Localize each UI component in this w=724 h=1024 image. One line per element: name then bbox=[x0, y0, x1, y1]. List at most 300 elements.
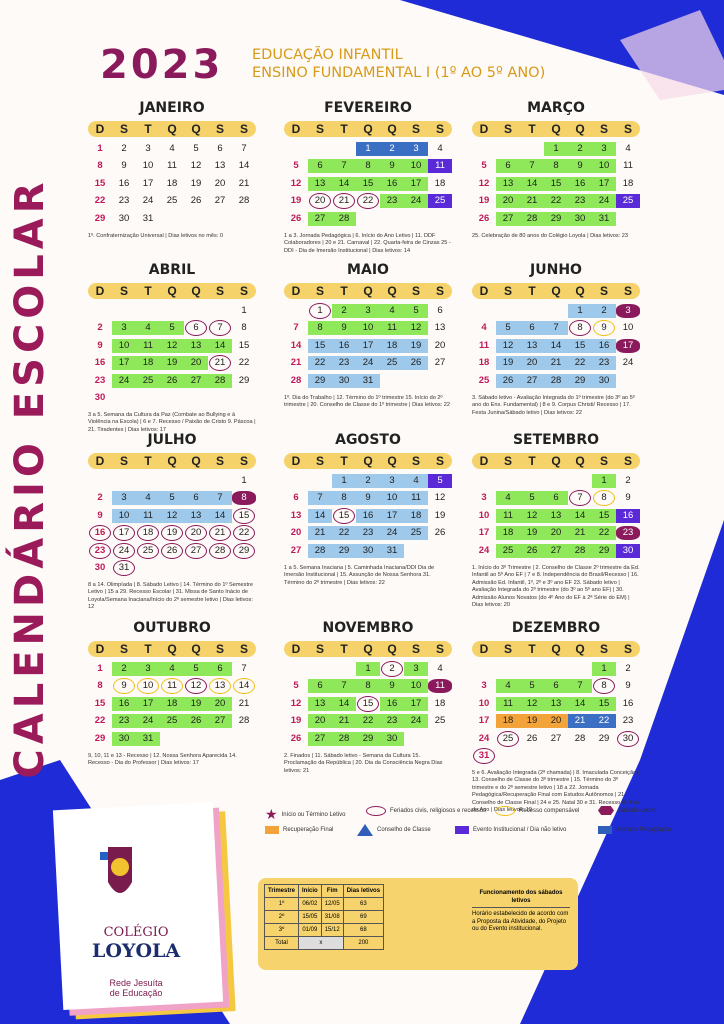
day-cell: 4 bbox=[380, 304, 404, 318]
week-row bbox=[472, 490, 640, 506]
day-cell: 21 bbox=[208, 356, 232, 370]
weekday-label: S bbox=[239, 642, 248, 656]
day-cell: 25 bbox=[380, 356, 404, 370]
weekday-label: S bbox=[599, 284, 608, 298]
weekday-label: T bbox=[528, 122, 536, 136]
day-cell bbox=[208, 391, 232, 405]
day-cell: 27 bbox=[214, 195, 226, 207]
day-cell: 24 bbox=[136, 714, 160, 728]
day-cell: 30 bbox=[380, 732, 404, 746]
day-cell bbox=[136, 474, 160, 488]
day-cell: 13 bbox=[184, 509, 208, 523]
day-cell bbox=[380, 374, 404, 388]
day-cell: 26 bbox=[526, 732, 538, 744]
day-cell bbox=[544, 749, 568, 763]
day-cell: 8 bbox=[356, 159, 380, 173]
weekday-label: Q bbox=[167, 122, 177, 136]
month-name: AGOSTO bbox=[335, 432, 401, 448]
day-cell bbox=[520, 474, 544, 488]
day-cell: 24 bbox=[478, 544, 490, 556]
day-cell: 17 bbox=[142, 177, 154, 189]
weekday-header bbox=[88, 453, 256, 469]
table-row bbox=[265, 898, 384, 911]
table-cell: 200 bbox=[343, 937, 383, 950]
day-cell: 2 bbox=[332, 304, 356, 318]
week-row bbox=[88, 696, 256, 712]
weekday-label: Q bbox=[575, 284, 585, 298]
day-cell: 4 bbox=[437, 143, 443, 154]
day-cell: 15 bbox=[94, 177, 106, 189]
week-row bbox=[88, 543, 256, 559]
day-cell: 24 bbox=[404, 714, 428, 728]
day-cell: 7 bbox=[568, 491, 592, 505]
day-cell: 2 bbox=[97, 492, 103, 504]
day-cell: 25 bbox=[496, 732, 520, 746]
day-cell: 1 bbox=[97, 663, 103, 674]
legend-label: Sábado Letivo bbox=[618, 807, 657, 814]
day-cell: 30 bbox=[568, 212, 592, 226]
day-cell bbox=[308, 474, 332, 488]
day-cell: 2 bbox=[380, 662, 404, 676]
day-cell: 16 bbox=[380, 177, 404, 191]
day-cell bbox=[496, 749, 520, 763]
logo-line-2: LOYOLA bbox=[92, 940, 181, 962]
week-row bbox=[88, 678, 256, 694]
day-cell: 31 bbox=[592, 212, 616, 226]
day-cell: 9 bbox=[625, 492, 631, 504]
legend-label: Início ou Término Letivo bbox=[281, 811, 346, 818]
week-row bbox=[472, 158, 640, 174]
week-row bbox=[472, 193, 640, 209]
weekday-label: S bbox=[411, 642, 420, 656]
triangle-icon bbox=[357, 824, 373, 836]
day-cell: 1 bbox=[592, 662, 616, 676]
day-cell: 6 bbox=[293, 492, 299, 504]
day-cell bbox=[380, 212, 404, 226]
day-cell: 29 bbox=[568, 374, 592, 388]
day-cell: 1 bbox=[544, 142, 568, 156]
day-cell bbox=[472, 304, 496, 318]
day-cell: 13 bbox=[520, 339, 544, 353]
day-cell: 29 bbox=[592, 544, 616, 558]
day-cell: 30 bbox=[118, 212, 130, 224]
weekday-label: S bbox=[435, 284, 444, 298]
day-cell bbox=[404, 374, 428, 388]
day-cell bbox=[356, 212, 380, 226]
day-cell: 11 bbox=[404, 491, 428, 505]
week-row bbox=[472, 508, 640, 524]
month-name: FEVEREIRO bbox=[324, 100, 412, 116]
month-notes: 8 a 14. Olimpíada | 8. Sábado Letivo | 14. Término do 1º Semestre Letivo | 15 a 29. Recesso Escolar | 31. Missa de Santo Inácio de Loyola/Semana Inaciana/Início do 2º semestre letivo | Dias letivos: 12 bbox=[88, 581, 253, 611]
month-name: ABRIL bbox=[148, 262, 196, 278]
day-cell: 1 bbox=[356, 662, 380, 676]
month-name: JANEIRO bbox=[139, 100, 205, 116]
day-cell: 27 bbox=[290, 544, 302, 556]
day-cell: 11 bbox=[380, 321, 404, 335]
week-row bbox=[88, 303, 256, 319]
day-cell: 7 bbox=[293, 322, 299, 334]
blue-box-icon bbox=[598, 826, 612, 834]
week-row bbox=[284, 193, 452, 209]
table-header: Início bbox=[299, 885, 322, 898]
week-row bbox=[472, 731, 640, 747]
day-grid bbox=[88, 141, 256, 227]
day-cell: 15 bbox=[308, 339, 332, 353]
weekday-label: S bbox=[119, 284, 128, 298]
weekday-label: S bbox=[599, 454, 608, 468]
month-oct bbox=[88, 620, 256, 768]
week-row bbox=[284, 373, 452, 389]
day-cell bbox=[616, 212, 640, 226]
week-row bbox=[472, 338, 640, 354]
week-row bbox=[284, 525, 452, 541]
day-cell bbox=[232, 391, 256, 405]
day-cell: 26 bbox=[434, 527, 446, 539]
week-row bbox=[284, 490, 452, 506]
day-cell: 18 bbox=[380, 339, 404, 353]
weekday-label: Q bbox=[551, 642, 561, 656]
day-cell: 12 bbox=[404, 321, 428, 335]
day-cell: 19 bbox=[290, 715, 302, 727]
week-row bbox=[284, 473, 452, 489]
day-cell: 17 bbox=[478, 715, 490, 727]
day-cell: 16 bbox=[332, 339, 356, 353]
day-cell: 14 bbox=[208, 509, 232, 523]
day-cell: 28 bbox=[308, 544, 332, 558]
day-cell bbox=[160, 474, 184, 488]
day-cell bbox=[160, 561, 184, 575]
day-cell: 1 bbox=[241, 475, 247, 486]
month-name: MARÇO bbox=[527, 100, 585, 116]
weekday-label: Q bbox=[387, 284, 397, 298]
day-cell bbox=[160, 304, 184, 318]
weekday-label: D bbox=[95, 284, 105, 298]
day-cell: 23 bbox=[380, 194, 404, 208]
day-cell: 6 bbox=[437, 305, 443, 316]
day-cell: 18 bbox=[160, 697, 184, 711]
weekday-header bbox=[88, 283, 256, 299]
day-cell: 16 bbox=[112, 697, 136, 711]
legend-hex bbox=[598, 806, 656, 815]
purple-box-icon bbox=[455, 826, 469, 834]
day-cell: 11 bbox=[496, 509, 520, 523]
day-cell: 29 bbox=[598, 732, 610, 744]
weekday-label: Q bbox=[387, 454, 397, 468]
month-apr bbox=[88, 262, 256, 434]
weekday-header bbox=[472, 641, 640, 657]
table-cell: 63 bbox=[343, 898, 383, 911]
week-row bbox=[88, 355, 256, 371]
day-cell bbox=[520, 749, 544, 763]
day-grid bbox=[472, 473, 640, 559]
weekday-label: D bbox=[479, 284, 489, 298]
month-notes: 5 e 6. Avaliação Integrada (2ª chamada) | 8. Imaculada Conceição | 13. Conselho de Classe do 3º trimestre | 15. Término do 3º trimestre e do 2º semestre letivo | 18 a 22. Jornada Pedagógica/Recuperação Final com Estudos Autônomos | 21. Conselho de Classe Final | 24 e 25. Natal 30 e 31. Recesso de Fim de Ano | Dias letivos: 10 bbox=[472, 769, 640, 814]
weekday-label: T bbox=[144, 122, 152, 136]
weekday-label: S bbox=[315, 642, 324, 656]
summary-table-box bbox=[258, 878, 578, 970]
day-cell: 16 bbox=[616, 509, 640, 523]
week-row bbox=[472, 713, 640, 729]
day-cell: 12 bbox=[190, 160, 202, 172]
day-cell: 16 bbox=[622, 697, 634, 709]
day-cell: 1 bbox=[332, 474, 356, 488]
day-cell: 20 bbox=[520, 356, 544, 370]
day-cell: 20 bbox=[214, 177, 226, 189]
day-cell: 14 bbox=[208, 339, 232, 353]
day-cell: 18 bbox=[622, 177, 634, 189]
day-cell: 16 bbox=[88, 526, 112, 540]
weekday-label: T bbox=[144, 284, 152, 298]
day-cell: 17 bbox=[112, 356, 136, 370]
day-cell: 10 bbox=[112, 509, 136, 523]
day-cell bbox=[208, 561, 232, 575]
table-cell: 15/05 bbox=[299, 911, 322, 924]
weekday-label: S bbox=[315, 284, 324, 298]
vertical-title: CALENDÁRIO ESCOLAR bbox=[7, 177, 53, 779]
month-nov bbox=[284, 620, 452, 775]
day-cell bbox=[428, 732, 452, 746]
day-cell: 21 bbox=[290, 357, 302, 369]
weekday-header bbox=[472, 453, 640, 469]
week-row bbox=[472, 661, 640, 677]
day-grid bbox=[472, 303, 640, 389]
day-cell: 14 bbox=[332, 177, 356, 191]
day-cell: 28 bbox=[332, 732, 356, 746]
table-cell: 68 bbox=[343, 924, 383, 937]
day-cell bbox=[208, 212, 232, 226]
weekday-label: S bbox=[119, 642, 128, 656]
day-cell: 5 bbox=[160, 491, 184, 505]
week-row bbox=[284, 731, 452, 747]
day-cell: 27 bbox=[544, 544, 568, 558]
day-cell: 31 bbox=[142, 212, 154, 224]
week-row bbox=[284, 158, 452, 174]
day-cell bbox=[332, 142, 356, 156]
weekday-label: Q bbox=[363, 642, 373, 656]
day-cell: 5 bbox=[496, 321, 520, 335]
table-cell: 12/05 bbox=[321, 898, 343, 911]
day-cell: 17 bbox=[380, 509, 404, 523]
legend-label: Recesso compensável bbox=[519, 808, 580, 814]
day-cell: 19 bbox=[160, 356, 184, 370]
day-cell: 29 bbox=[94, 732, 106, 744]
day-cell: 23 bbox=[568, 194, 592, 208]
weekday-header bbox=[472, 121, 640, 137]
day-grid bbox=[88, 661, 256, 747]
week-row bbox=[472, 696, 640, 712]
day-cell: 8 bbox=[232, 491, 256, 505]
weekday-label: S bbox=[215, 122, 224, 136]
weekday-header bbox=[284, 453, 452, 469]
day-cell: 10 bbox=[478, 509, 490, 521]
day-cell: 18 bbox=[496, 526, 520, 540]
day-cell: 19 bbox=[160, 526, 184, 540]
weekday-label: S bbox=[599, 122, 608, 136]
day-cell: 13 bbox=[290, 509, 302, 521]
table-cell: 31/08 bbox=[321, 911, 343, 924]
day-cell: 6 bbox=[308, 159, 332, 173]
day-cell: 14 bbox=[232, 679, 256, 693]
day-cell: 5 bbox=[160, 321, 184, 335]
day-cell: 6 bbox=[544, 491, 568, 505]
day-cell: 20 bbox=[308, 714, 332, 728]
legend-label: Recuperação Final bbox=[283, 827, 334, 833]
day-cell: 23 bbox=[622, 715, 634, 727]
day-cell: 27 bbox=[308, 732, 332, 746]
week-row bbox=[284, 713, 452, 729]
day-cell: 11 bbox=[428, 679, 452, 693]
day-cell: 7 bbox=[308, 491, 332, 505]
day-cell: 18 bbox=[496, 714, 520, 728]
month-notes: 25. Celebração de 80 anos do Colégio Loyola | Dias letivos: 23 bbox=[472, 232, 629, 239]
day-cell: 14 bbox=[308, 509, 332, 523]
day-cell: 25 bbox=[166, 195, 178, 207]
day-cell: 3 bbox=[112, 321, 136, 335]
day-cell: 1 bbox=[241, 305, 247, 316]
weekday-label: Q bbox=[191, 284, 201, 298]
day-cell bbox=[544, 304, 568, 318]
weekday-label: Q bbox=[575, 454, 585, 468]
day-cell: 17 bbox=[356, 339, 380, 353]
day-cell: 10 bbox=[404, 159, 428, 173]
day-cell: 24 bbox=[478, 732, 490, 744]
day-grid bbox=[472, 141, 640, 227]
month-notes: 9, 10, 11 e 13 - Recesso | 12. Nossa Senhora Aparecida 14. Recesso - Dia do Professor | Dias letivos: 17 bbox=[88, 752, 237, 767]
weekday-label: S bbox=[239, 122, 248, 136]
weekday-label: D bbox=[479, 454, 489, 468]
day-cell: 30 bbox=[592, 374, 616, 388]
weekday-label: S bbox=[623, 122, 632, 136]
day-cell bbox=[184, 391, 208, 405]
day-cell: 31 bbox=[472, 749, 496, 763]
day-cell: 6 bbox=[520, 321, 544, 335]
day-cell: 8 bbox=[568, 321, 592, 335]
week-row bbox=[284, 141, 452, 157]
table-row bbox=[265, 937, 384, 950]
day-cell bbox=[232, 732, 256, 746]
weekday-label: S bbox=[215, 642, 224, 656]
day-cell: 16 bbox=[568, 177, 592, 191]
day-cell bbox=[404, 544, 428, 558]
day-cell: 3 bbox=[136, 662, 160, 676]
day-cell: 5 bbox=[520, 491, 544, 505]
day-cell: 24 bbox=[380, 526, 404, 540]
weekday-label: S bbox=[503, 454, 512, 468]
day-cell: 22 bbox=[544, 194, 568, 208]
weekday-label: S bbox=[435, 642, 444, 656]
day-cell: 13 bbox=[544, 509, 568, 523]
day-cell: 3 bbox=[404, 142, 428, 156]
day-cell: 28 bbox=[290, 374, 302, 386]
legend-tri bbox=[357, 824, 431, 836]
table-cell: 01/09 bbox=[299, 924, 322, 937]
month-mar bbox=[472, 100, 640, 240]
day-cell: 9 bbox=[356, 491, 380, 505]
day-cell: 1 bbox=[308, 304, 332, 318]
day-cell: 21 bbox=[568, 714, 592, 728]
day-cell: 7 bbox=[208, 491, 232, 505]
weekday-header bbox=[472, 283, 640, 299]
month-notes: 3 a 5. Semana da Cultura da Paz (Combate ao Bullying e à Violência na Escola) | 6 e 7. Recesso / Paixão de Cristo 9. Páscoa | 21. Tiradentes | Dias letivos: 17 bbox=[88, 411, 256, 433]
day-cell: 3 bbox=[404, 662, 428, 676]
day-cell: 6 bbox=[217, 143, 223, 154]
day-cell: 17 bbox=[136, 697, 160, 711]
day-cell: 16 bbox=[118, 177, 130, 189]
weekday-label: T bbox=[340, 642, 348, 656]
day-cell: 10 bbox=[622, 322, 634, 334]
week-row bbox=[88, 490, 256, 506]
day-cell bbox=[568, 474, 592, 488]
day-cell: 8 bbox=[356, 679, 380, 693]
day-cell: 25 bbox=[404, 526, 428, 540]
orange-box-icon bbox=[265, 826, 279, 834]
day-cell: 2 bbox=[568, 142, 592, 156]
day-cell bbox=[520, 142, 544, 156]
day-cell: 9 bbox=[97, 339, 103, 351]
day-cell: 6 bbox=[184, 321, 208, 335]
weekday-label: Q bbox=[551, 284, 561, 298]
month-name: NOVEMBRO bbox=[322, 620, 414, 636]
day-cell: 31 bbox=[136, 732, 160, 746]
day-cell: 22 bbox=[356, 194, 380, 208]
day-cell: 29 bbox=[544, 212, 568, 226]
week-row bbox=[88, 141, 256, 157]
day-cell bbox=[472, 142, 496, 156]
weekday-label: Q bbox=[363, 122, 373, 136]
table-row bbox=[265, 911, 384, 924]
day-cell: 21 bbox=[208, 526, 232, 540]
day-cell: 13 bbox=[208, 679, 232, 693]
week-row bbox=[88, 320, 256, 336]
day-cell: 20 bbox=[208, 697, 232, 711]
legend-circle bbox=[366, 806, 486, 816]
day-cell: 21 bbox=[332, 714, 356, 728]
day-cell: 19 bbox=[520, 714, 544, 728]
weekday-label: S bbox=[239, 454, 248, 468]
star-icon: ★ bbox=[265, 806, 278, 822]
legend-label: Evento Institucional / Dia não letivo bbox=[473, 827, 567, 833]
day-cell: 13 bbox=[434, 322, 446, 334]
day-cell: 9 bbox=[332, 321, 356, 335]
day-cell bbox=[284, 474, 308, 488]
day-cell: 17 bbox=[616, 339, 640, 353]
day-cell: 15 bbox=[238, 339, 250, 351]
day-cell: 6 bbox=[208, 662, 232, 676]
day-grid bbox=[284, 661, 452, 747]
weekday-label: Q bbox=[191, 642, 201, 656]
day-cell: 8 bbox=[308, 321, 332, 335]
day-cell: 4 bbox=[169, 143, 175, 154]
weekday-label: S bbox=[503, 642, 512, 656]
day-cell: 11 bbox=[478, 339, 490, 351]
day-cell bbox=[496, 474, 520, 488]
day-cell: 5 bbox=[293, 160, 299, 172]
day-cell: 20 bbox=[434, 339, 446, 351]
day-cell: 23 bbox=[118, 195, 130, 207]
week-row bbox=[88, 731, 256, 747]
day-cell bbox=[520, 662, 544, 676]
day-cell: 30 bbox=[616, 544, 640, 558]
day-cell: 13 bbox=[496, 177, 520, 191]
month-may bbox=[284, 262, 452, 410]
day-cell: 11 bbox=[428, 159, 452, 173]
day-cell: 25 bbox=[434, 715, 446, 727]
day-cell: 18 bbox=[478, 357, 490, 369]
legend-label: Jornada Pedagógica bbox=[616, 827, 672, 833]
day-cell: 12 bbox=[290, 177, 302, 189]
day-cell: 29 bbox=[232, 544, 256, 558]
weekday-label: T bbox=[528, 642, 536, 656]
